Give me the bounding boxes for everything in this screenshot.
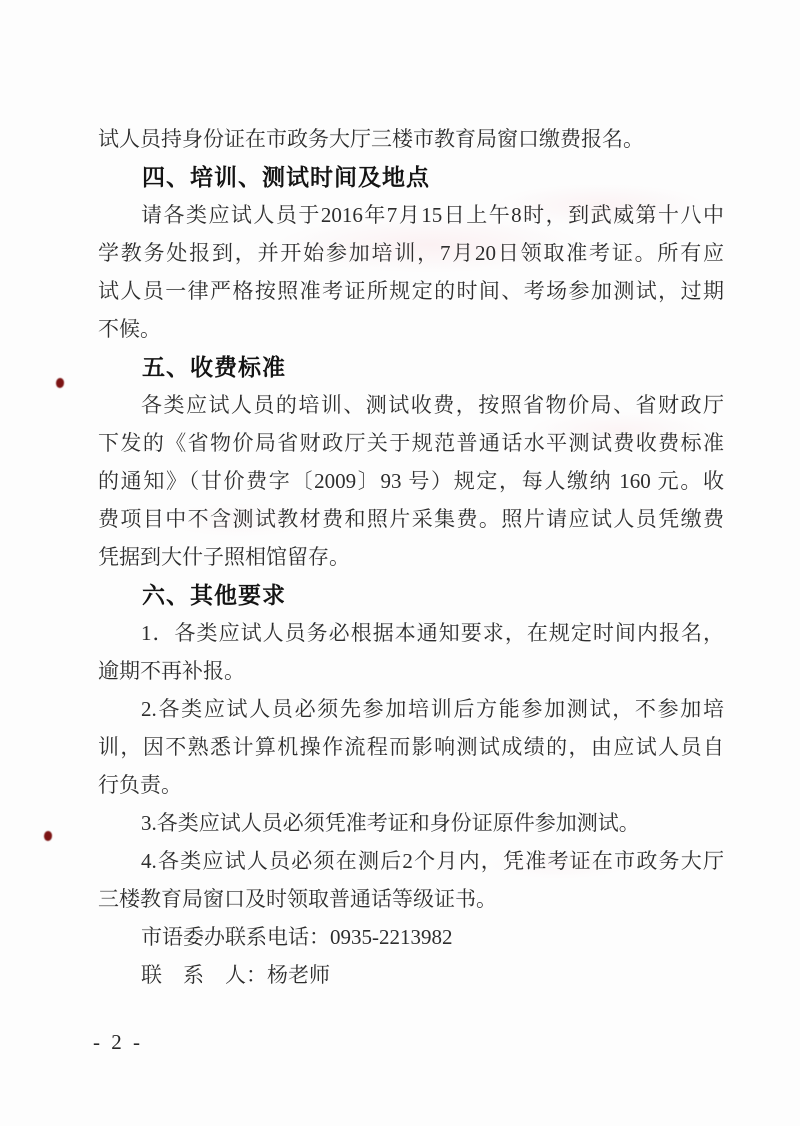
text-line: 凭据到大什子照相馆留存。	[98, 545, 350, 569]
text-line: 请各类应试人员于2016年7月15日上午8时，到武威第十八中	[141, 203, 724, 227]
section-heading: 六、其他要求	[142, 582, 286, 608]
text-line: 费项目中不含测试教材费和照片采集费。照片请应试人员凭缴费	[98, 507, 724, 531]
text-line: 试人员一律严格按照准考证所规定的时间、考场参加测试，过期	[98, 279, 724, 303]
text-line: 试人员持身份证在市政务大厅三楼市教育局窗口缴费报名。	[98, 127, 644, 151]
text-line: 逾期不再补报。	[98, 659, 245, 683]
text-line: 训，因不熟悉计算机操作流程而影响测试成绩的，由应试人员自	[98, 735, 724, 759]
section-heading: 四、培训、测试时间及地点	[142, 164, 430, 190]
text-line: 2.各类应试人员必须先参加培训后方能参加测试，不参加培	[141, 697, 724, 721]
text-line: 学教务处报到，并开始参加培训，7月20日领取准考证。所有应	[98, 241, 724, 265]
text-line: 三楼教育局窗口及时领取普通话等级证书。	[98, 887, 497, 911]
text-line: 各类应试人员的培训、测试收费，按照省物价局、省财政厅	[141, 393, 724, 417]
text-line: 3.各类应试人员必须凭准考证和身份证原件参加测试。	[141, 811, 640, 835]
text-line: 行负责。	[98, 773, 182, 797]
text-line: 联 系 人：杨老师	[141, 963, 330, 987]
text-line: 1．各类应试人员务必根据本通知要求，在规定时间内报名，	[141, 621, 724, 645]
text-line: 下发的《省物价局省财政厅关于规范普通话水平测试费收费标准	[98, 431, 724, 455]
document-content	[98, 120, 724, 994]
text-line: 4.各类应试人员必须在测后2个月内，凭准考证在市政务大厅	[141, 849, 724, 873]
ink-dot	[56, 378, 64, 388]
text-line: 不候。	[98, 317, 161, 341]
page-number: - 2 -	[93, 1030, 143, 1054]
section-heading: 五、收费标准	[142, 354, 286, 380]
text-line: 的通知》（甘价费字〔2009〕93 号）规定，每人缴纳 160 元。收	[98, 469, 724, 493]
ink-dot	[44, 831, 52, 841]
text-line: 市语委办联系电话：0935-2213982	[141, 925, 453, 949]
